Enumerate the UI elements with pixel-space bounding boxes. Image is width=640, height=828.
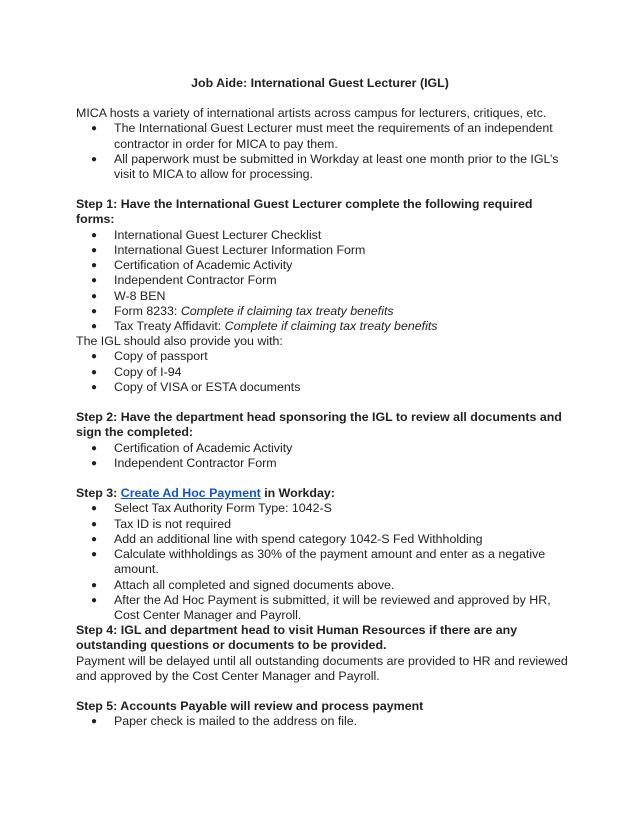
form8233-label: Form 8233:: [114, 304, 181, 319]
step1-heading: Step 1: Have the International Guest Lecturer complete the following required forms:: [76, 197, 533, 227]
form8233-note: Complete if claiming tax treaty benefits: [180, 304, 394, 319]
list-item: ● Independent Contractor Form: [76, 456, 571, 471]
list-item: ● W-8 BEN: [76, 289, 571, 304]
step4-heading: Step 4: IGL and department head to visit Human Resources if there are any outstanding questions or documents to be provided.: [76, 623, 518, 653]
step2-list: [76, 441, 571, 472]
list-item: ● Attach all completed and signed documents above.: [76, 578, 571, 593]
list-item: ● International Guest Lecturer Information Form: [76, 243, 571, 258]
list-item: ● Select Tax Authority Form Type: 1042-S: [76, 501, 571, 516]
list-item: ● International Guest Lecturer Checklist: [76, 228, 571, 243]
create-ad-hoc-payment-link[interactable]: Create Ad Hoc Payment: [120, 486, 261, 500]
affidavit-note: Complete if claiming tax treaty benefits: [224, 319, 438, 334]
step3-heading: [76, 486, 571, 501]
affidavit-label: Tax Treaty Affidavit:: [114, 319, 225, 334]
list-item: ● After the Ad Hoc Payment is submitted, it will be reviewed and approved by HR, Cost Center Manager and Payroll.: [76, 593, 571, 624]
list-item: ● Copy of passport: [76, 349, 571, 364]
list-item: ● All paperwork must be submitted in Workday at least one month prior to the IGL’s visit to MICA to allow for processing.: [76, 152, 571, 183]
step2-heading: Step 2: Have the department head sponsoring the IGL to review all documents and sign the completed:: [76, 410, 562, 440]
list-item: ● Paper check is mailed to the address on file.: [76, 714, 571, 729]
list-item: ● Copy of I-94: [76, 365, 571, 380]
step3-section: [76, 486, 571, 624]
step2-section: [76, 410, 571, 471]
list-item: [76, 319, 571, 334]
step4-section: [76, 623, 571, 684]
step4-text: Payment will be delayed until all outstanding documents are provided to HR and reviewed and approved by the Cost Center Manager and Payroll.: [76, 653, 568, 683]
step3-list: [76, 501, 571, 623]
list-item: ● Independent Contractor Form: [76, 273, 571, 288]
page-title: Job Aide: International Guest Lecturer (IGL): [191, 76, 449, 90]
also-text: The IGL should also provide you with:: [76, 334, 283, 348]
list-item: ● The International Guest Lecturer must meet the requirements of an independent contractor in order for MICA to pay them.: [76, 121, 571, 152]
step3-prefix: Step 3:: [76, 486, 121, 500]
list-item: ● Add an additional line with spend category 1042-S Fed Withholding: [76, 532, 571, 547]
step1-section: [76, 197, 571, 335]
also-list: [76, 349, 571, 395]
step1-forms-list: [76, 228, 571, 335]
list-item: ● Certification of Academic Activity: [76, 441, 571, 456]
step5-section: [76, 699, 571, 730]
step1-also-section: [76, 334, 571, 395]
intro-text: MICA hosts a variety of international artists across campus for lecturers, critiques, etc.: [76, 106, 547, 120]
list-item: ● Copy of VISA or ESTA documents: [76, 380, 571, 395]
step5-list: [76, 714, 571, 729]
list-item: [76, 304, 571, 319]
list-item: ● Certification of Academic Activity: [76, 258, 571, 273]
list-item: ● Tax ID is not required: [76, 517, 571, 532]
intro-section: [76, 106, 571, 182]
intro-list: [76, 121, 571, 182]
step5-heading: Step 5: Accounts Payable will review and process payment: [76, 699, 424, 713]
step3-suffix: in Workday:: [260, 486, 335, 500]
list-item: ● Calculate withholdings as 30% of the payment amount and enter as a negative amount.: [76, 547, 571, 578]
